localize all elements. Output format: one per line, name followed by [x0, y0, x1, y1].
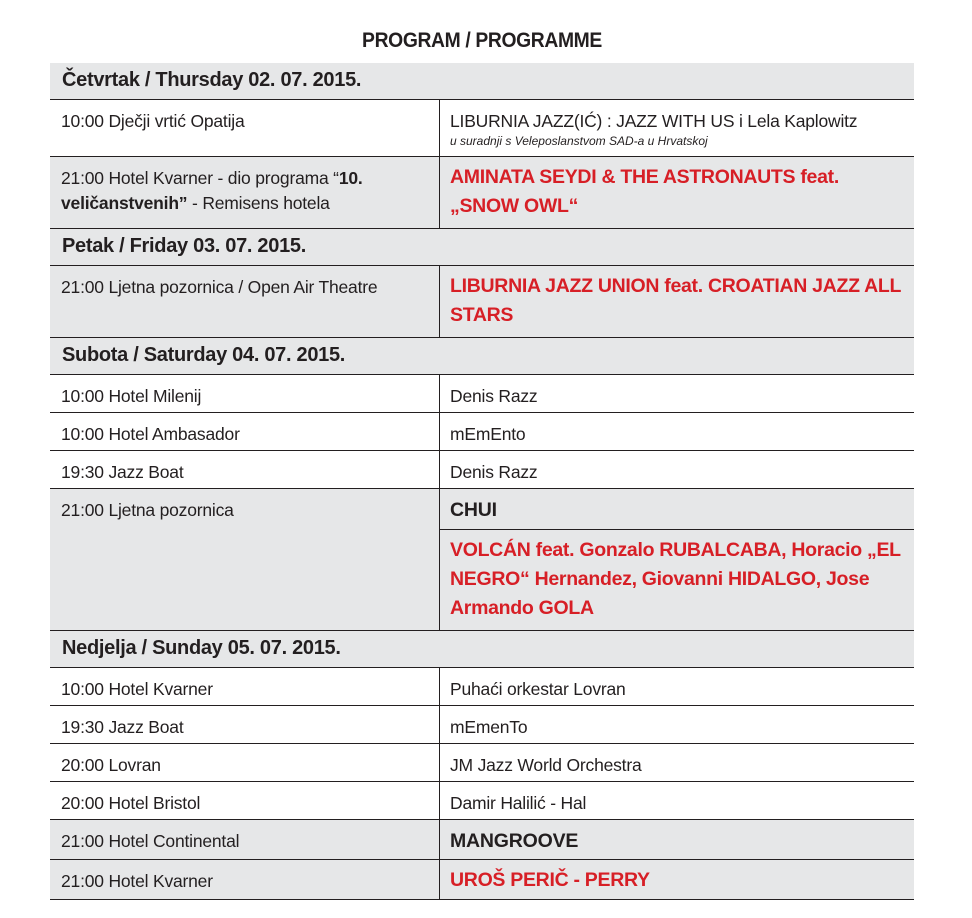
- day-header: Subota / Saturday 04. 07. 2015.: [50, 338, 914, 375]
- headliner-performer: [440, 157, 914, 221]
- performer-name: MANGROOVE: [450, 830, 579, 852]
- time-venue-cell: [50, 744, 440, 781]
- time-venue-text: 21:00 Hotel Kvarner - dio programa “: [61, 168, 339, 188]
- program-row: [50, 860, 914, 900]
- time-venue-cell: [50, 489, 440, 630]
- day-header: Četvrtak / Thursday 02. 07. 2015.: [50, 63, 914, 100]
- performer-cell: [440, 706, 914, 743]
- time-venue-text: - Remisens hotela: [187, 193, 330, 213]
- time-venue-cell: [50, 706, 440, 743]
- headliner-performer: [440, 529, 914, 623]
- time-venue-text: 21:00 Hotel Kvarner: [61, 871, 213, 891]
- performer-note: u suradnji s Veleposlanstvom SAD-a u Hrvatskoj: [450, 134, 708, 148]
- headliner-performer: [440, 266, 914, 330]
- program-table: [50, 63, 914, 900]
- time-venue-text: 10:00 Hotel Kvarner: [61, 679, 213, 699]
- performer: [440, 706, 914, 740]
- performer-cell: [440, 413, 914, 450]
- time-venue-text: 19:30 Jazz Boat: [61, 717, 184, 737]
- time-venue-text: 20:00 Lovran: [61, 755, 161, 775]
- time-venue-text: 10. veličanstvenih”: [61, 168, 363, 213]
- program-row: [50, 100, 914, 157]
- time-venue-cell: [50, 375, 440, 412]
- performer-name: CHUI: [450, 499, 497, 521]
- performer: [440, 489, 914, 529]
- page-title: PROGRAM / PROGRAMME: [362, 29, 602, 52]
- time-venue-cell: [50, 266, 440, 337]
- program-row: [50, 782, 914, 820]
- performer: [440, 375, 914, 409]
- headliner-performer: [440, 860, 914, 895]
- program-row: [50, 820, 914, 860]
- performer: [440, 782, 914, 816]
- performer: [440, 451, 914, 485]
- performer-name: Puhaći orkestar Lovran: [450, 679, 626, 699]
- performer-name: Denis Razz: [450, 462, 538, 482]
- time-venue-cell: [50, 782, 440, 819]
- performer-name: Denis Razz: [450, 386, 538, 406]
- performer-name: LIBURNIA JAZZ(IĆ) : JAZZ WITH US i Lela Kaplowitz: [450, 111, 858, 131]
- performer-cell: [440, 266, 914, 337]
- time-venue-cell: [50, 820, 440, 859]
- time-venue-text: 10:00 Hotel Ambasador: [61, 424, 240, 444]
- time-venue-text: 10:00 Hotel Milenij: [61, 386, 202, 406]
- time-venue-text: 19:30 Jazz Boat: [61, 462, 184, 482]
- performer-cell: [440, 782, 914, 819]
- time-venue-cell: [50, 668, 440, 705]
- performer: [440, 668, 914, 702]
- performer-cell: [440, 451, 914, 488]
- time-venue-cell: [50, 860, 440, 899]
- program-row: [50, 706, 914, 744]
- performer-name: JM Jazz World Orchestra: [450, 755, 642, 775]
- program-row: [50, 489, 914, 631]
- time-venue-cell: [50, 451, 440, 488]
- performer-name: LIBURNIA JAZZ UNION feat. CROATIAN JAZZ ALL STARS: [450, 275, 901, 326]
- time-venue-text: 10:00 Dječji vrtić Opatija: [61, 111, 245, 131]
- time-venue-text: 21:00 Ljetna pozornica / Open Air Theatre: [61, 277, 378, 297]
- program-row: [50, 744, 914, 782]
- performer-cell: [440, 668, 914, 705]
- performer: [440, 100, 914, 148]
- performer-cell: [440, 375, 914, 412]
- time-venue-text: 21:00 Hotel Continental: [61, 831, 240, 851]
- performer-cell: [440, 860, 914, 899]
- time-venue-cell: [50, 100, 440, 156]
- day-header: Petak / Friday 03. 07. 2015.: [50, 229, 914, 266]
- performer-name: mEmEnto: [450, 424, 526, 444]
- program-row: [50, 413, 914, 451]
- performer-cell: [440, 157, 914, 228]
- performer-cell: [440, 489, 914, 630]
- program-row: [50, 668, 914, 706]
- performer-name: UROŠ PERIČ - PERRY: [450, 869, 650, 891]
- performer: [440, 820, 914, 854]
- performer-name: Damir Halilić - Hal: [450, 793, 587, 813]
- day-header: Nedjelja / Sunday 05. 07. 2015.: [50, 631, 914, 668]
- performer-name: mEmenTo: [450, 717, 528, 737]
- program-row: [50, 375, 914, 413]
- performer-cell: [440, 820, 914, 859]
- performer: [440, 744, 914, 778]
- time-venue-cell: [50, 157, 440, 228]
- performer-name: AMINATA SEYDI & THE ASTRONAUTS feat. „SNOW OWL“: [450, 166, 839, 217]
- performer-name: VOLCÁN feat. Gonzalo RUBALCABA, Horacio „EL NEGRO“ Hernandez, Giovanni HIDALGO, Jose Armando GOLA: [450, 539, 901, 619]
- program-row: [50, 266, 914, 338]
- time-venue-text: 20:00 Hotel Bristol: [61, 793, 201, 813]
- performer: [440, 413, 914, 447]
- performer-cell: [440, 744, 914, 781]
- time-venue-cell: [50, 413, 440, 450]
- time-venue-text: 21:00 Ljetna pozornica: [61, 500, 234, 520]
- program-row: [50, 451, 914, 489]
- performer-cell: [440, 100, 914, 156]
- program-row: [50, 157, 914, 229]
